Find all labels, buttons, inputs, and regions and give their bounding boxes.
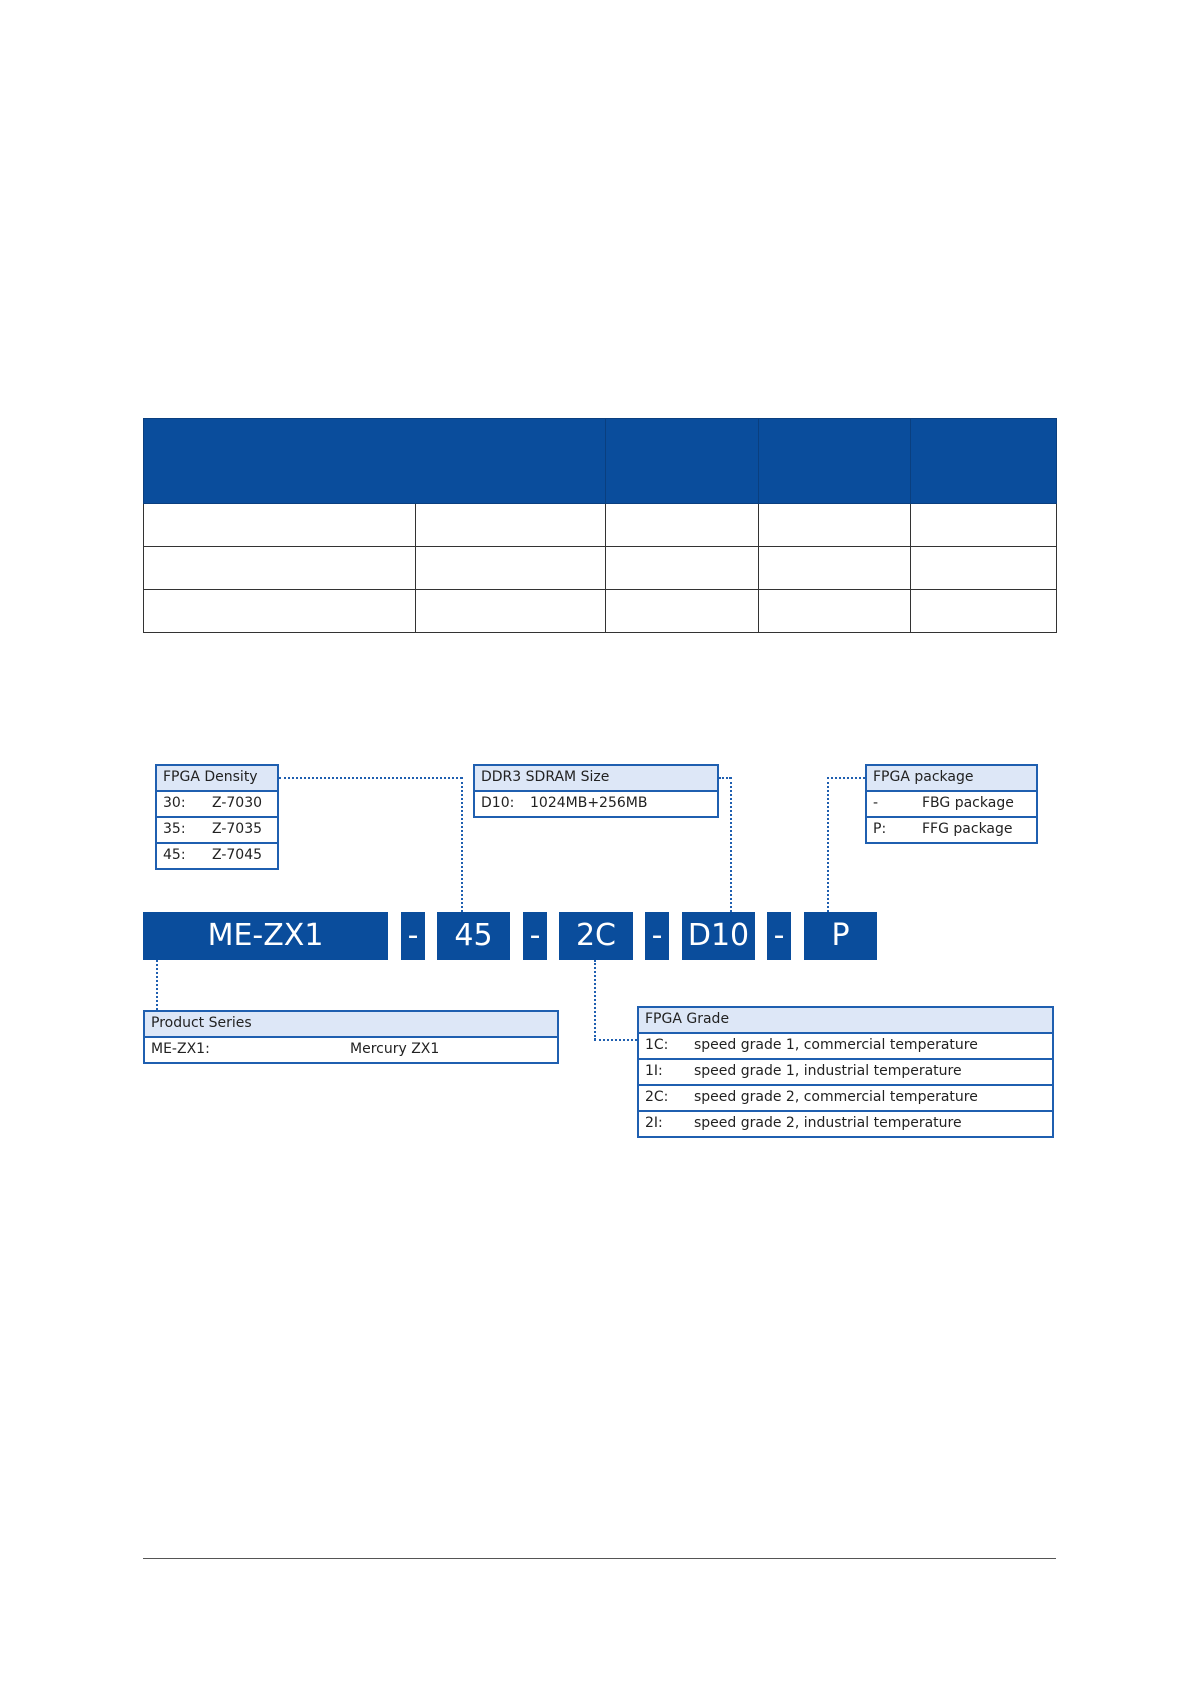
table-cell [144,547,416,590]
option-code: ME-ZX1: [151,1041,210,1057]
option-code: 35: [163,821,186,837]
table-cell [911,504,1057,547]
fpga-density-box [155,764,279,870]
option-value: FBG package [922,795,1014,811]
segment-separator: - [645,912,669,960]
connector-line [279,777,462,779]
option-value: speed grade 1, commercial temperature [694,1037,978,1053]
table-cell [606,504,759,547]
table-row [144,547,1057,590]
table-cell [416,504,606,547]
fpga-density-row [157,842,277,868]
table-cell [759,504,911,547]
fpga-grade-box [637,1006,1054,1138]
option-code: 45: [163,847,186,863]
option-code: 2I: [645,1115,663,1131]
table-header-row [144,419,1057,504]
option-value: Z-7035 [212,821,263,837]
fpga-grade-title: FPGA Grade [639,1008,1052,1032]
segment-separator: - [523,912,547,960]
fpga-package-title: FPGA package [867,766,1036,790]
segment-series: ME-ZX1 [143,912,388,960]
fpga-grade-row [639,1058,1052,1084]
segment-ddr: D10 [682,912,755,960]
table-cell [606,547,759,590]
option-value: Mercury ZX1 [350,1041,440,1057]
option-value: 1024MB+256MB [530,795,648,811]
table-cell [416,590,606,633]
connector-line [827,777,865,779]
option-code: 30: [163,795,186,811]
connector-line [461,777,463,912]
product-series-row [145,1036,557,1062]
product-series-title: Product Series [145,1012,557,1036]
table-header-cell [759,419,911,504]
fpga-package-row [867,816,1036,842]
fpga-grade-row [639,1084,1052,1110]
connector-line [594,960,596,1040]
ddr3-size-title: DDR3 SDRAM Size [475,766,717,790]
table-cell [759,590,911,633]
option-code: 1C: [645,1037,669,1053]
option-code: P: [873,821,887,837]
option-code: 2C: [645,1089,669,1105]
connector-line [730,777,732,912]
table-header-cell [911,419,1057,504]
segment-package: P [804,912,877,960]
table-cell [416,547,606,590]
fpga-grade-row [639,1032,1052,1058]
option-code: - [873,795,879,811]
fpga-density-title: FPGA Density [157,766,277,790]
fpga-density-row [157,816,277,842]
table-cell [759,547,911,590]
fpga-density-row [157,790,277,816]
table-header-cell [606,419,759,504]
segment-separator: - [401,912,425,960]
segment-separator: - [767,912,791,960]
table-cell [144,590,416,633]
table-row [144,590,1057,633]
footer-divider [143,1558,1056,1559]
table-cell [911,590,1057,633]
table-cell [606,590,759,633]
option-value: speed grade 2, commercial temperature [694,1089,978,1105]
table-header-cell [144,419,606,504]
fpga-package-row [867,790,1036,816]
ddr3-size-row [475,790,717,816]
ddr3-size-box [473,764,719,818]
table-cell [144,504,416,547]
segment-grade: 2C [559,912,633,960]
connector-line [594,1039,637,1041]
segment-density: 45 [437,912,510,960]
connector-line [156,960,158,1010]
spec-table [143,418,1057,633]
fpga-grade-row [639,1110,1052,1136]
option-value: Z-7030 [212,795,263,811]
option-code: D10: [481,795,515,811]
table-row [144,504,1057,547]
option-value: FFG package [922,821,1013,837]
option-code: 1I: [645,1063,663,1079]
option-value: speed grade 1, industrial temperature [694,1063,962,1079]
connector-line [827,777,829,912]
fpga-package-box [865,764,1038,844]
product-series-box [143,1010,559,1064]
option-value: Z-7045 [212,847,263,863]
table-cell [911,547,1057,590]
option-value: speed grade 2, industrial temperature [694,1115,962,1131]
